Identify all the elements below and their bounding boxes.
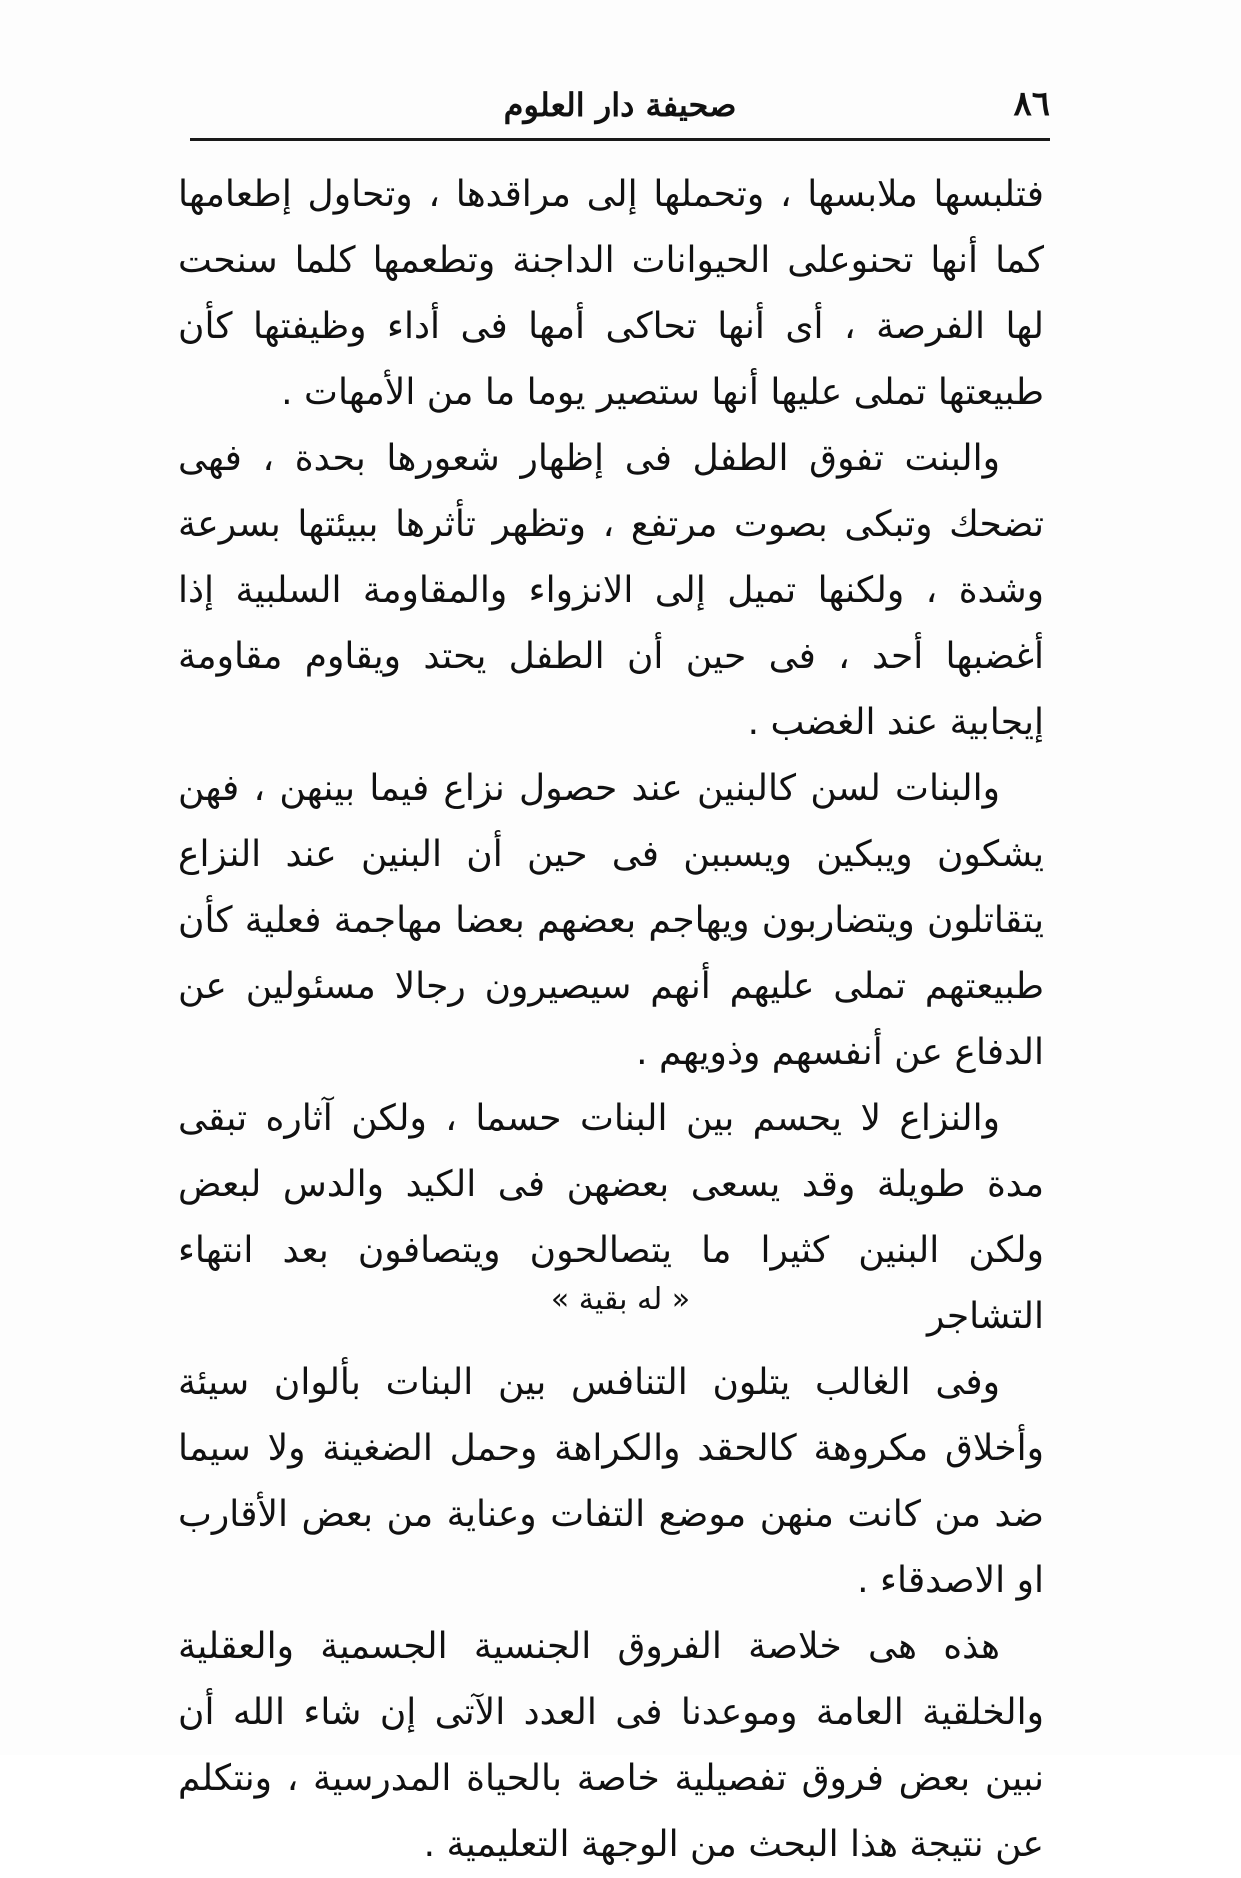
paragraph-5: وفى الغالب يتلون التنافس بين البنات بألوان سيئة وأخلاق مكروهة كالحقد والكراهة وحمل الضغينة ولا سيما ضد من كانت منهن موضع التفات وعناية من بعض الأقارب او الاصدقاء . xyxy=(178,1362,1044,1601)
paragraph-2: والبنت تفوق الطفل فى إظهار شعورها بحدة ، فهى تضحك وتبكى بصوت مرتفع ، وتظهر تأثرها ببيئتها بسرعة وشدة ، ولكنها تميل إلى الانزواء والمقاومة السلبية إذا أغضبها أحد ، فى حين أن الطفل يحتد ويقاوم مقاومة إيجابية عند الغضب . xyxy=(178,438,1044,743)
paragraph-3: والبنات لسن كالبنين عند حصول نزاع فيما بينهن ، فهن يشكون ويبكين ويسببن فى حين أن البنين عند النزاع يتقاتلون ويتضاربون ويهاجم بعضهم بعضا مهاجمة فعلية كأن طبيعتهم تملى عليهم أنهم سيصيرون رجالا مسئولين عن الدفاع عن أنفسهم وذويهم . xyxy=(178,768,1044,1073)
article-body xyxy=(178,162,1044,1878)
paragraph-6: هذه هى خلاصة الفروق الجنسية الجسمية والعقلية والخلقية العامة وموعدنا فى العدد الآتى إن شاء الله أن نبين بعض فروق تفصيلية خاصة بالحياة المدرسية ، ونتكلم عن نتيجة هذا البحث من الوجهة التعليمية . xyxy=(178,1626,1044,1865)
page-number: ٨٦ xyxy=(1013,84,1050,124)
to-be-continued-note: « له بقية » xyxy=(550,1282,691,1317)
running-title: صحيفة دار العلوم xyxy=(503,86,737,124)
header-rule xyxy=(190,138,1050,141)
paragraph-1: فتلبسها ملابسها ، وتحملها إلى مراقدها ، وتحاول إطعامها كما أنها تحنوعلى الحيوانات الداجنة وتطعمها كلما سنحت لها الفرصة ، أى أنها تحاكى أمها فى أداء وظيفتها كأن طبيعتها تملى عليها أنها ستصير يوما ما من الأمهات . xyxy=(178,174,1044,413)
paragraph-4: والنزاع لا يحسم بين البنات حسما ، ولكن آثاره تبقى مدة طويلة وقد يسعى بعضهن فى الكيد والدس لبعض ولكن البنين كثيرا ما يتصالحون ويتصافون بعد انتهاء التشاجر xyxy=(178,1098,1044,1337)
page-header xyxy=(190,78,1050,138)
